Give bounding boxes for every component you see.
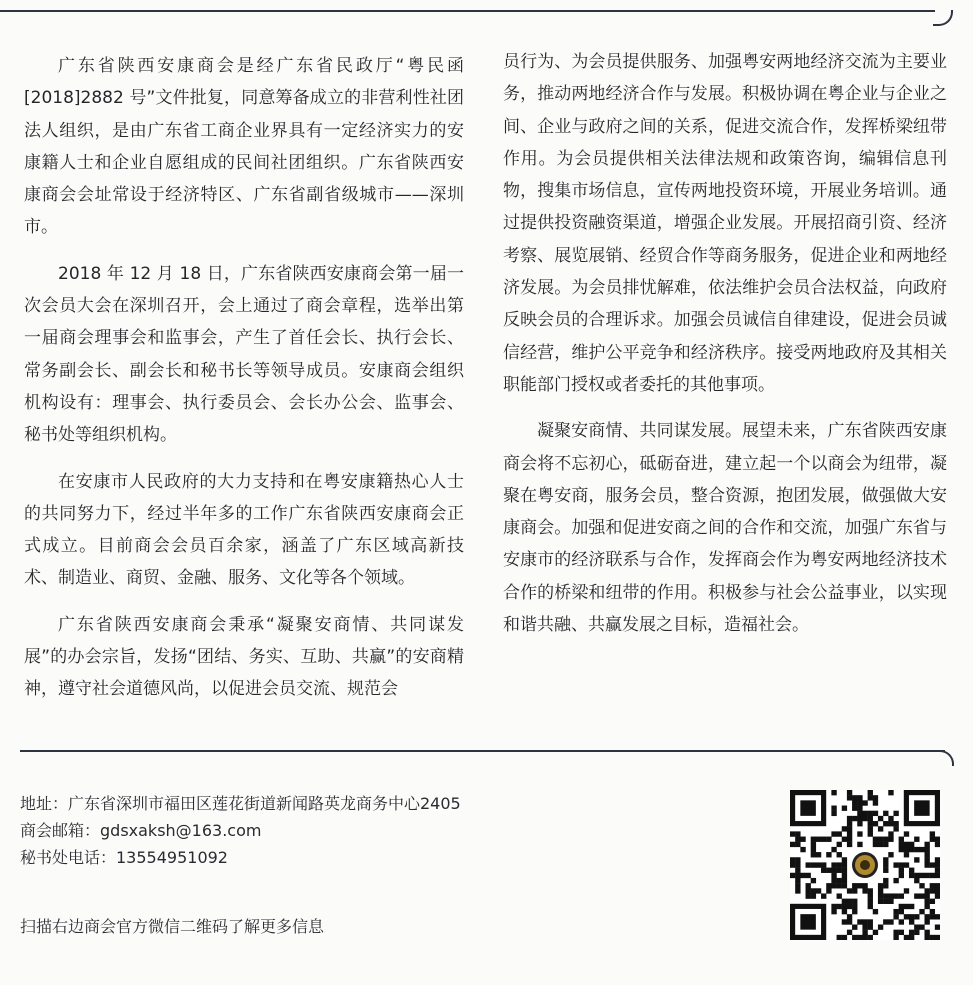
paragraph-intro: 广东省陕西安康商会是经广东省民政厅“粤民函[2018]2882 号”文件批复，同意筹备成立的非营利性社团法人组织，是由广东省工商企业界具有一定经济实力的安康籍人士和企业自愿组成的民间社团组织。广东省陕西安康商会会址常设于经济特区、广东省副省级城市——深圳市。 (24, 56, 464, 238)
contact-info (20, 790, 461, 871)
qr-code-graphic (790, 790, 940, 940)
paragraph-establishment: 在安康市人民政府的大力支持和在粤安康籍热心人士的共同努力下，经过半年多的工作广东省陕西安康商会正式成立。目前商会会员百余家，涵盖了广东区域高新技术、制造业、商贸、金融、服务、文化等各个领域。 (24, 471, 464, 589)
association-emblem-icon (849, 849, 881, 881)
paragraph-first-meeting: 2018 年 12 月 18 日，广东省陕西安康商会第一届一次会员大会在深圳召开，会上通过了商会章程，选举出第一届商会理事会和监事会，产生了首任会长、执行会长、常务副会长、副会长和秘书长等领导成员。安康商会组织机构设有：理事会、执行委员会、会长办公会、监事会、秘书处等组织机构。 (24, 263, 464, 446)
paragraph-purpose-continued: 员行为、为会员提供服务、加强粤安两地经济交流为主要业务，推动两地经济合作与发展。积极协调在粤企业与企业之间、企业与政府之间的关系，促进交流合作，发挥桥梁纽带作用。为会员提供相关法律法规和政策咨询，编辑信息刊物，搜集市场信息，宣传两地投资环境，开展业务培训。通过提供投资融资渠道，增强企业发展。开展招商引资、经济考察、展览展销、经贸合作等商务服务，促进企业和两地经济发展。为会员排忧解难，依法维护会员合法权益，向政府反映会员的合理诉求。加强会员诚信自律建设，促进会员诚信经营，维护公平竞争和经济秩序。接受两地政府及其相关职能部门授权或者委托的其他事项。 (503, 52, 947, 395)
paragraph-purpose: 广东省陕西安康商会秉承“凝聚安商情、共同谋发展”的办会宗旨，发扬“团结、务实、互助、共赢”的安商精神，遵守社会道德风尚，以促进会员交流、规范会 (24, 614, 464, 700)
contact-phone: 秘书处电话：13554951092 (20, 848, 228, 867)
contact-email: 商会邮箱：gdsxaksh@163.com (20, 821, 262, 840)
footer-divider (20, 750, 945, 752)
article-left-column (24, 50, 464, 706)
contact-address: 地址：广东省深圳市福田区莲花街道新闻路英龙商务中心2405 (20, 794, 461, 813)
article-right-column (503, 46, 947, 641)
top-divider-curl (933, 10, 953, 26)
wechat-qr-code-icon[interactable] (790, 790, 940, 940)
paragraph-outlook: 凝聚安商情、共同谋发展。展望未来，广东省陕西安康商会将不忘初心，砥砺奋进，建立起一个以商会为纽带，凝聚在粤安商，服务会员，整合资源，抱团发展，做强做大安康商会。加强和促进安商之间的合作和交流，加强广东省与安康市的经济联系与合作，发挥商会作为粤安两地经济技术合作的桥梁和纽带的作用。积极参与社会公益事业，以实现和谐共融、共赢发展之目标，造福社会。 (503, 421, 947, 636)
footer-divider-curl (930, 750, 954, 766)
top-divider (0, 10, 935, 12)
scan-instruction: 扫描右边商会官方微信二维码了解更多信息 (20, 917, 325, 936)
